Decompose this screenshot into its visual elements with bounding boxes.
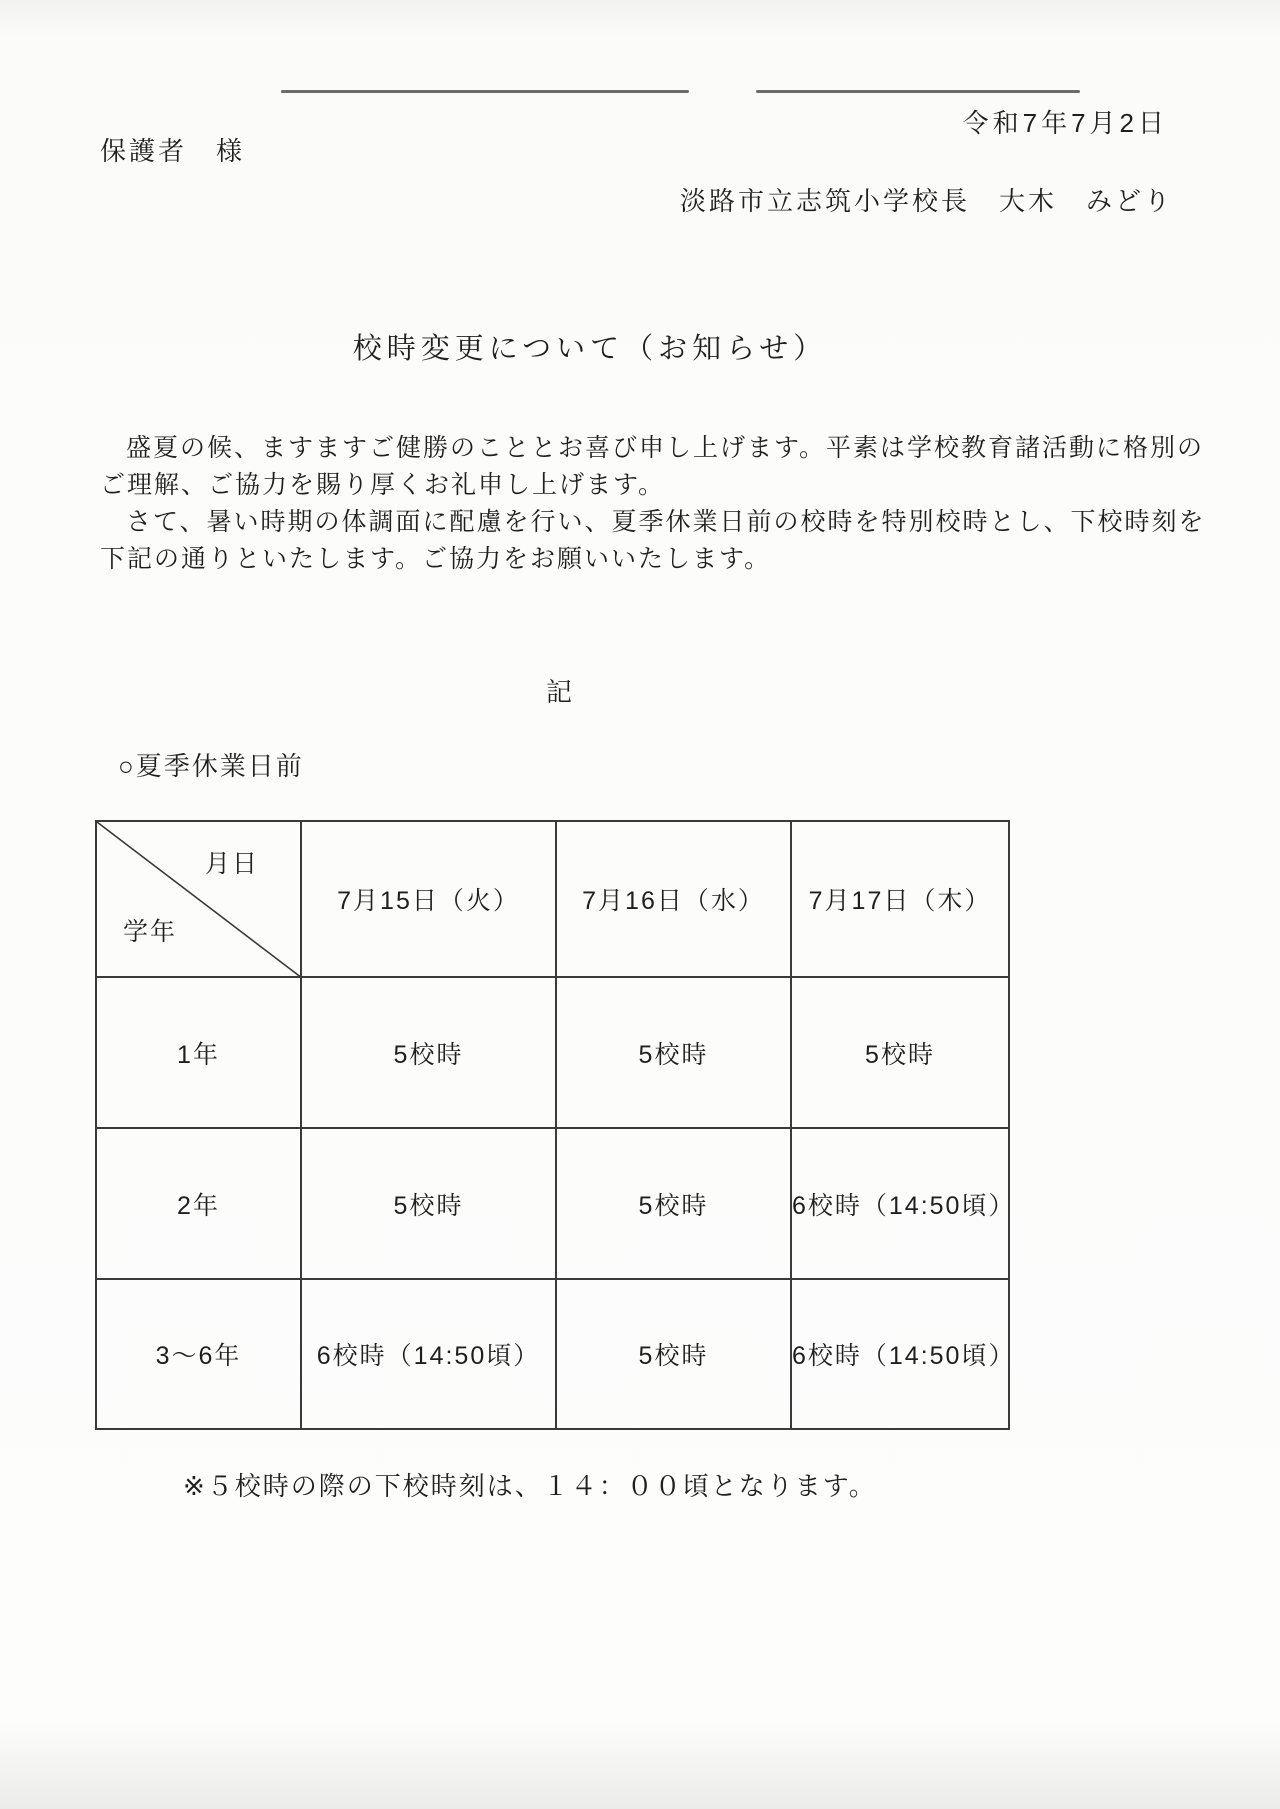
paragraph-2-line-2: 下記の通りといたします。ご協力をお願いいたします。: [100, 545, 772, 573]
corner-label-date: 月日: [205, 850, 260, 878]
column-header-jul16: 7月16日（水）: [557, 822, 792, 978]
grade-cell-row3: 3～6年: [97, 1280, 302, 1430]
section-heading: ○夏季休業日前: [118, 751, 304, 781]
grade-cell-row1: 1年: [97, 978, 302, 1129]
sender-line: 淡路市立志筑小学校長 大木 みどり: [679, 186, 1173, 216]
schedule-cell-r3c1: 6校時（14:50頃）: [302, 1280, 557, 1430]
scan-artifact-line: [281, 90, 689, 93]
schedule-cell-r3c3: 6校時（14:50頃）: [792, 1280, 1010, 1430]
grade-cell-row2: 2年: [97, 1129, 302, 1280]
diagonal-divider-line: [97, 822, 302, 978]
schedule-cell-r3c2: 5校時: [557, 1280, 792, 1430]
schedule-cell-r1c3: 5校時: [792, 978, 1010, 1129]
schedule-cell-r2c2: 5校時: [557, 1129, 792, 1280]
schedule-table: [95, 820, 1016, 1430]
paragraph-1-line-1: 盛夏の候、ますますご健勝のこととお喜び申し上げます。平素は学校教育諸活動に格別の: [126, 434, 1205, 462]
column-header-jul17: 7月17日（木）: [792, 822, 1010, 978]
schedule-cell-r2c3: 6校時（14:50頃）: [792, 1129, 1010, 1280]
schedule-cell-r1c1: 5校時: [302, 978, 557, 1129]
addressee: 保護者 様: [100, 136, 246, 166]
table-corner-cell: [97, 822, 302, 978]
document-title: 校時変更について（お知らせ）: [352, 333, 828, 365]
schedule-cell-r1c2: 5校時: [557, 978, 792, 1129]
column-header-jul15: 7月15日（火）: [302, 822, 557, 978]
issue-date: 令和7年7月2日: [962, 108, 1168, 138]
body-text: [100, 430, 1206, 578]
schedule-cell-r2c1: 5校時: [302, 1129, 557, 1280]
scan-artifact-line: [756, 90, 1080, 93]
footnote: ※５校時の際の下校時刻は、１４：００頃となります。: [183, 1471, 877, 1501]
paragraph-1-line-2: ご理解、ご協力を賜り厚くお礼申し上げます。: [100, 471, 666, 499]
record-marker: 記: [545, 677, 574, 707]
corner-label-grade: 学年: [123, 918, 178, 946]
paragraph-2-line-1: さて、暑い時期の体調面に配慮を行い、夏季休業日前の校時を特別校時とし、下校時刻を: [126, 508, 1206, 536]
